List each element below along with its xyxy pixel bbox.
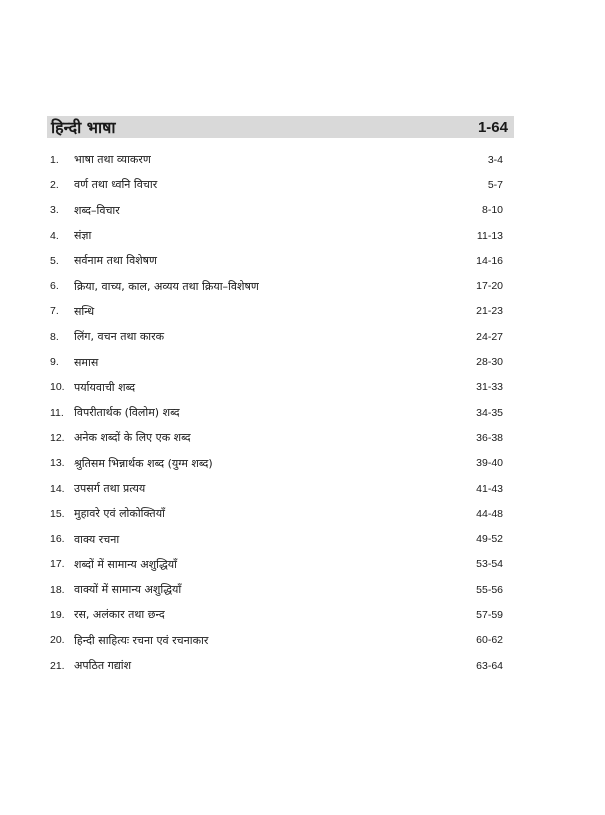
toc-entry-pages: 63-64 bbox=[476, 659, 503, 672]
toc-entry-title: लिंग, वचन तथा कारक bbox=[74, 330, 165, 344]
toc-entry[interactable] bbox=[50, 299, 503, 324]
toc-entry-title: भाषा तथा व्याकरण bbox=[74, 153, 151, 167]
toc-entry[interactable] bbox=[50, 451, 503, 476]
toc-entry[interactable] bbox=[50, 248, 503, 273]
toc-entry-title: शब्द–विचार bbox=[74, 203, 120, 217]
toc-entry[interactable] bbox=[50, 198, 503, 223]
toc-entry[interactable] bbox=[50, 425, 503, 450]
toc-entry[interactable] bbox=[50, 577, 503, 602]
toc-entry-title: वाक्यों में सामान्य अशुद्धियाँ bbox=[74, 583, 182, 597]
toc-entry-title: क्रिया, वाच्य, काल, अव्यय तथा क्रिया–विशेषण bbox=[74, 279, 259, 293]
toc-entry-number: 20. bbox=[50, 634, 65, 647]
toc-entry-title: विपरीतार्थक (विलोम) शब्द bbox=[74, 406, 180, 420]
toc-entry-pages: 53-54 bbox=[476, 558, 503, 571]
toc-entry-number: 10. bbox=[50, 381, 65, 394]
toc-entry-number: 11. bbox=[50, 406, 64, 419]
section-title: हिन्दी भाषा bbox=[51, 118, 116, 137]
toc-entry-number: 13. bbox=[50, 457, 65, 470]
toc-entry[interactable] bbox=[50, 349, 503, 374]
toc-entry-title: सन्धि bbox=[74, 304, 95, 318]
toc-entry[interactable] bbox=[50, 273, 503, 298]
toc-entry[interactable] bbox=[50, 653, 503, 678]
toc-entry-number: 4. bbox=[50, 229, 59, 242]
toc-entry-number: 6. bbox=[50, 280, 59, 293]
toc-entry-pages: 8-10 bbox=[481, 204, 503, 217]
toc-entry[interactable] bbox=[50, 628, 503, 653]
toc-entry-number: 5. bbox=[50, 254, 59, 267]
toc-entry-number: 21. bbox=[50, 659, 65, 672]
toc-entry-title: अनेक शब्दों के लिए एक शब्द bbox=[74, 431, 191, 445]
section-header bbox=[47, 116, 514, 138]
toc-entry-number: 16. bbox=[50, 533, 65, 546]
toc-entry-number: 19. bbox=[50, 608, 65, 621]
toc-entry-number: 2. bbox=[50, 178, 59, 191]
toc-entry-pages: 57-59 bbox=[476, 608, 503, 621]
toc-entry[interactable] bbox=[50, 324, 503, 349]
toc-entry-pages: 21-23 bbox=[476, 305, 503, 318]
toc-entry-number: 3. bbox=[50, 204, 59, 217]
toc-entry-pages: 49-52 bbox=[476, 533, 503, 546]
toc-entry[interactable] bbox=[50, 147, 503, 172]
toc-entry-title: अपठित गद्यांश bbox=[74, 659, 132, 673]
section-page-range: 1-64 bbox=[477, 118, 508, 136]
toc-entry-pages: 11-13 bbox=[476, 229, 503, 242]
toc-entry-pages: 24-27 bbox=[476, 330, 503, 343]
toc-entry-pages: 3-4 bbox=[487, 153, 503, 166]
toc-entry[interactable] bbox=[50, 400, 503, 425]
toc-entry[interactable] bbox=[50, 172, 503, 197]
toc-entry-number: 12. bbox=[50, 431, 65, 444]
toc-entry-number: 1. bbox=[50, 153, 59, 166]
toc-entry-pages: 41-43 bbox=[476, 482, 503, 495]
toc-entry-title: मुहावरे एवं लोकोक्तियाँ bbox=[74, 507, 165, 521]
toc-entry-number: 18. bbox=[50, 583, 65, 596]
table-of-contents bbox=[50, 147, 503, 678]
toc-entry-pages: 17-20 bbox=[476, 280, 503, 293]
toc-entry-title: शब्दों में सामान्य अशुद्धियाँ bbox=[74, 557, 177, 571]
toc-entry-title: पर्यायवाची शब्द bbox=[74, 380, 136, 394]
toc-entry-pages: 31-33 bbox=[476, 381, 503, 394]
toc-entry-title: संज्ञा bbox=[74, 229, 92, 243]
toc-entry[interactable] bbox=[50, 501, 503, 526]
toc-entry[interactable] bbox=[50, 223, 503, 248]
toc-entry-pages: 36-38 bbox=[476, 431, 503, 444]
toc-entry[interactable] bbox=[50, 375, 503, 400]
toc-entry-pages: 39-40 bbox=[476, 457, 503, 470]
toc-entry-title: हिन्दी साहित्यः रचना एवं रचनाकार bbox=[74, 633, 209, 647]
toc-entry-title: सर्वनाम तथा विशेषण bbox=[74, 254, 157, 268]
toc-entry-pages: 44-48 bbox=[476, 507, 503, 520]
toc-entry-title: समास bbox=[74, 355, 99, 369]
toc-entry[interactable] bbox=[50, 602, 503, 627]
toc-entry-number: 9. bbox=[50, 356, 59, 369]
toc-entry-title: वाक्य रचना bbox=[74, 532, 120, 546]
toc-entry-number: 8. bbox=[50, 330, 59, 343]
toc-entry-pages: 5-7 bbox=[487, 178, 503, 191]
toc-entry-title: श्रुतिसम भिन्नार्थक शब्द (युग्म शब्द) bbox=[74, 456, 213, 470]
toc-entry-number: 17. bbox=[50, 558, 65, 571]
toc-entry-number: 14. bbox=[50, 482, 65, 495]
toc-entry-title: रस, अलंकार तथा छन्द bbox=[74, 608, 165, 622]
toc-entry-title: वर्ण तथा ध्वनि विचार bbox=[74, 178, 158, 192]
toc-entry-pages: 28-30 bbox=[476, 356, 503, 369]
toc-entry-number: 15. bbox=[50, 507, 65, 520]
toc-entry-pages: 34-35 bbox=[476, 406, 503, 419]
toc-entry[interactable] bbox=[50, 526, 503, 551]
toc-entry-pages: 55-56 bbox=[476, 583, 503, 596]
toc-entry[interactable] bbox=[50, 552, 503, 577]
toc-entry-pages: 60-62 bbox=[476, 634, 503, 647]
toc-entry-number: 7. bbox=[50, 305, 59, 318]
toc-entry[interactable] bbox=[50, 476, 503, 501]
toc-entry-title: उपसर्ग तथा प्रत्यय bbox=[74, 482, 146, 495]
toc-entry-pages: 14-16 bbox=[476, 254, 503, 267]
